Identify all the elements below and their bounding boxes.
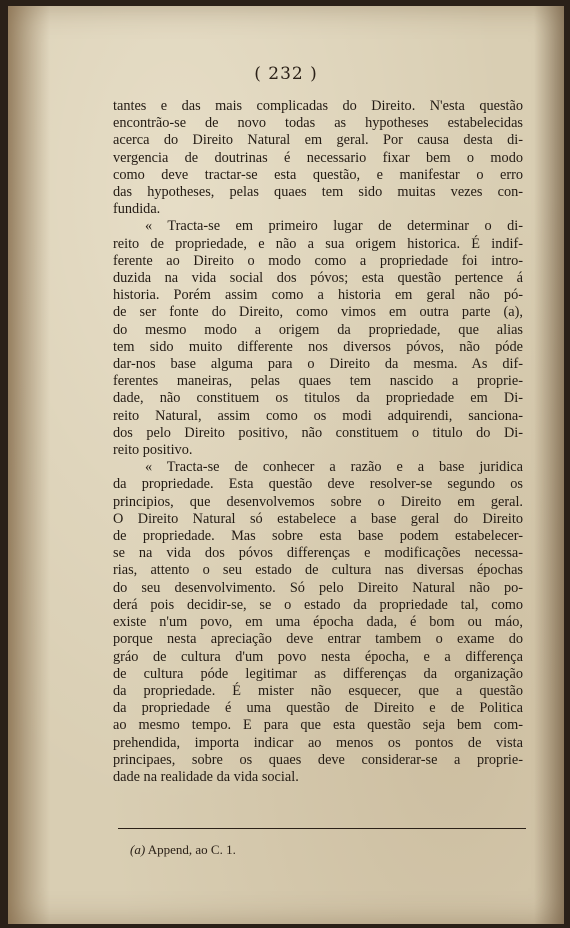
text-line: dade na realidade da vida social. (113, 768, 299, 785)
text-line: vergencia de doutrinas é necessario fixar bem o modo (113, 149, 523, 166)
text-line: de cultura póde legitimar as differenças da organização (113, 665, 523, 682)
text-line: historia. Porém assim como a historia em geral não pó- (113, 287, 523, 304)
text-line: existe n'um povo, em uma épocha dada, é bom ou máo, (113, 614, 523, 631)
text-line: da propriedade. É mister não esquecer, que a questão (113, 682, 523, 699)
footnote (130, 842, 236, 858)
text-line: como deve tractar-se esta questão, e manifestar o erro (113, 166, 523, 183)
text-line: reito Natural, assim como os modi adquirendi, sanciona- (113, 407, 523, 424)
text-line: ao mesmo tempo. E para que esta questão seja bem com- (113, 717, 523, 734)
text-line: fundida. (113, 201, 161, 218)
footnote-rule (118, 828, 526, 829)
text-line: tantes e das mais complicadas do Direito. N'esta questão (113, 98, 523, 114)
text-line: encontrão-se de novo todas as hypotheses estabelecidas (113, 115, 523, 132)
text-line: O Direito Natural só estabelece a base geral do Direito (113, 510, 523, 527)
text-line: acerca do Direito Natural em geral. Por causa desta di- (113, 132, 523, 149)
text-line: de ser fonte do Direito, como vimos em outra parte (a), (113, 304, 523, 321)
text-line: reito de propriedade, e não a sua origem historica. É indif- (113, 235, 523, 252)
text-line: de propriedade. Mas sobre esta base podem estabelecer- (113, 528, 523, 545)
footnote-text: Append, ao C. 1. (147, 842, 236, 857)
text-line: das hypotheses, pelas quaes tem sido muitas vezes con- (113, 184, 523, 201)
text-line: gráo de cultura d'um povo nesta épocha, e a differença (113, 648, 523, 665)
footnote-mark: (a) (130, 842, 146, 857)
text-line: principaes, sobre os quaes deve considerar-se a proprie- (113, 751, 523, 768)
text-line: reito positivo. (113, 442, 193, 459)
text-line: ferente ao Direito o modo como a propriedade foi intro- (113, 252, 523, 269)
text-line: dar-nos base alguma para o Direito da mesma. As dif- (113, 356, 523, 373)
page-number: ( 232 ) (254, 64, 318, 84)
text-line: tem sido muito differente nos diversos póvos, não póde (113, 338, 523, 355)
text-line: « Tracta-se de conhecer a razão e a base juridica (145, 459, 523, 476)
text-line: derá pois decidir-se, se o estado da propriedade tal, como (113, 596, 523, 613)
text-line: porque nesta apreciação deve entrar tambem o exame do (113, 631, 523, 648)
text-line: dade, não constituem os titulos da propriedade em Di- (113, 390, 523, 407)
body-text (113, 98, 523, 786)
text-line: prehendida, importa indicar ao menos os pontos de vista (113, 734, 523, 751)
text-line: da propriedade. Esta questão deve resolver-se segundo os (113, 476, 523, 493)
text-line: « Tracta-se em primeiro lugar de determinar o di- (145, 218, 523, 235)
text-line: da propriedade é uma questão de Direito e de Politica (113, 700, 523, 717)
text-line: duzida na vida social dos póvos; esta questão pertence á (113, 270, 523, 287)
text-line: do mesmo modo a origem da propriedade, que alias (113, 321, 523, 338)
book-page (8, 6, 564, 924)
text-line: dos pelo Direito positivo, não constituem o titulo do Di- (113, 424, 523, 441)
text-line: principios, que desenvolvemos sobre o Direito em geral. (113, 493, 523, 510)
text-line: rias, attento o seu estado de cultura nas diversas épochas (113, 562, 523, 579)
text-line: do seu desenvolvimento. Só pelo Direito Natural não po- (113, 579, 523, 596)
text-line: ferentes maneiras, pelas quaes tem nascido a proprie- (113, 373, 523, 390)
text-line: se na vida dos póvos differenças e modificações necessa- (113, 545, 523, 562)
